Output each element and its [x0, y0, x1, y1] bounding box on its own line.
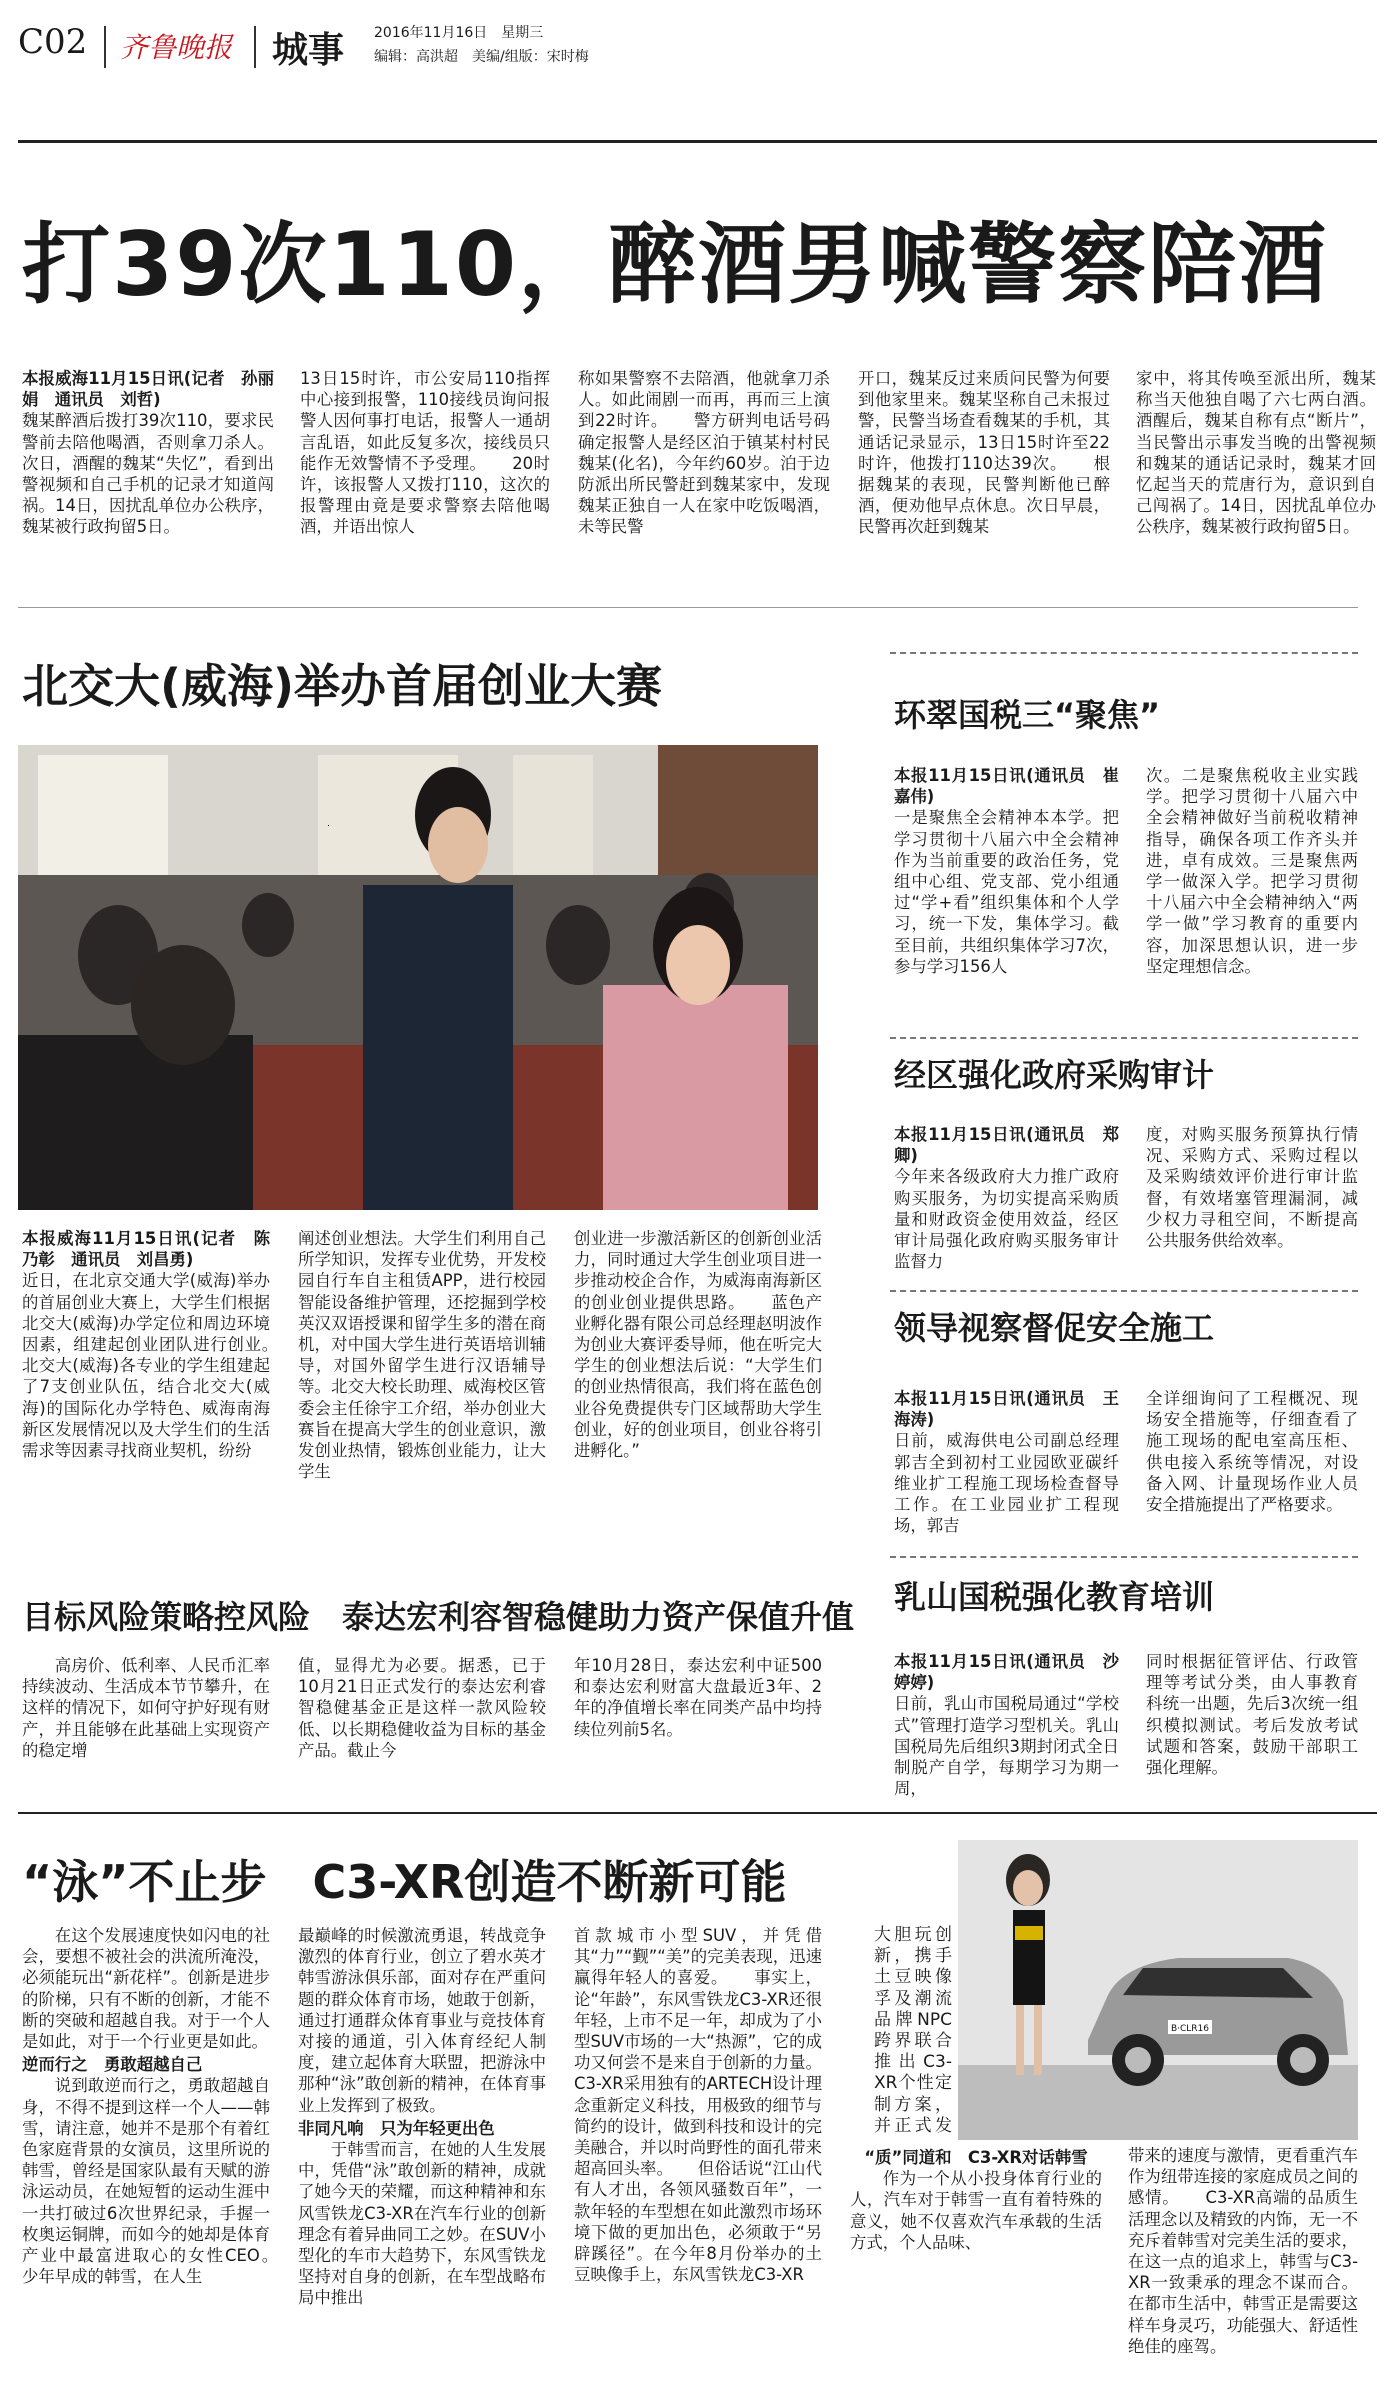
section-divider [18, 607, 1358, 608]
brief-column: 全详细询问了工程概况、现场安全措施等，仔细查看了施工现场的配电室高压柜、供电接入系统等情况，对设备入网、计量现场作业人员安全措施提出了严格要求。 [1146, 1389, 1358, 1515]
header-divider [104, 26, 106, 68]
story2-headline: 北交大(威海)举办首届创业大赛 [22, 659, 663, 713]
car-ad-graphic [958, 1840, 1358, 2140]
article-column [874, 1925, 952, 2135]
byline: 本报11月15日讯(通讯员 崔嘉伟) [894, 766, 1119, 807]
subheading: 逆而行之 勇敢超越自己 [22, 2055, 203, 2075]
byline: 本报威海11月15日讯(记者 陈乃彰 通讯员 刘昌勇) [22, 1229, 270, 1270]
issue-date: 2016年11月16日 星期三 [374, 25, 544, 41]
subheading: “质”同道和 C3-XR对话韩雪 [864, 2148, 1088, 2167]
section-title: 城事 [272, 30, 345, 71]
article-column [298, 1925, 546, 2375]
brief-column: 度，对购买服务预算执行情况、采购方式、采购过程以及采购绩效评价进行审计监督，有效堵塞管理漏洞，减少权力寻租空间，不断提高公共服务供给效率。 [1146, 1125, 1358, 1251]
paragraph: 日前，乳山市国税局通过“学校式”管理打造学习型机关。乳山国税局先后组织3期封闭式全日制脱产自学，每期学习为期一周， [894, 1694, 1119, 1799]
article-column [850, 2145, 1102, 2377]
article-column: 值，显得尤为必要。据悉，已于10月21日正式发行的泰达宏利睿智稳健基金正是这样一款风险较低、以长期稳健收益为目标的基金产品。截止今 [298, 1656, 546, 1760]
brief-headline: 乳山国税强化教育培训 [894, 1578, 1215, 1616]
story4-headline: “泳”不止步 C3-XR创造不断新可能 [22, 1855, 787, 1909]
article-column: 高房价、低利率、人民币汇率持续波动、生活成本节节攀升，在这样的情况下，如何守护好现有财产，并且能够在此基础上实现资产的稳定增 [22, 1656, 270, 1760]
section-divider [890, 652, 1358, 654]
article-column [22, 368, 274, 586]
article-column: 称如果警察不去陪酒，他就拿刀杀人。如此闹剧一而再，再而三上演到22时许。 警方研判电话号码确定报警人是经区泊于镇某村村民魏某(化名)，今年约60岁。泊于边防派出所民警赶到魏某家中，发现魏某正独自一人在家中吃饭喝酒，未等民警 [578, 369, 830, 537]
brief-column: 次。二是聚焦税收主业实践学。把学习贯彻十八届六中全会精神做好当前税收精神指导，确保各项工作齐头并进，卓有成效。三是聚焦两学一做深入学。把学习贯彻十八届六中全会精神纳入“两学一做”学习教育的重要内容，加深思想认识，进一步坚定理想信念。 [1146, 766, 1358, 976]
contest-photo-image [18, 745, 818, 1210]
car-ad-image [958, 1840, 1358, 2140]
byline: 本报11月15日讯(通讯员 沙婷婷) [894, 1652, 1119, 1693]
page-code: C02 [18, 22, 88, 62]
paragraph: 魏某醉酒后拨打39次110，要求民警前去陪他喝酒，否则拿刀杀人。次日，酒醒的魏某“失忆”，看到出警视频和自己手机的记录才知道闯祸。14日，因扰乱单位办公秩序，魏某被行政拘留5日。 [22, 411, 274, 537]
story3-headline: 目标风险策略控风险 泰达宏利容智稳健助力资产保值升值 [22, 1598, 855, 1636]
byline: 本报威海11月15日讯(记者 孙丽娟 通讯员 刘哲) [22, 369, 274, 410]
article-column: 创业进一步激活新区的创新创业活力，同时通过大学生创业项目进一步推动校企合作，为威海南海新区的创业创业提供思路。 蓝色产业孵化器有限公司总经理赵明波作为创业大赛评委导师，他在听完大学生的创业想法后说：“大学生们的创业热情很高，我们将在蓝色创业谷免费提供专门区域帮助大学生创业，好的创业项目，创业谷将引进孵化。” [574, 1229, 822, 1461]
article-column: 阐述创业想法。大学生们利用自己所学知识，发挥专业优势，开发校园自行车自主租赁APP，进行校园智能设备维护管理，还挖掘到学校英汉双语授课和留学生多的潜在商机，对中国大学生进行英语培训辅导，对国外留学生进行汉语辅导等。北交大校长助理、威海校区管委会主任徐宇工介绍，举办创业大赛旨在提高大学生的创业意识，激发创业热情，锻炼创业能力，让大学生 [298, 1229, 546, 1482]
section-divider [890, 1037, 1358, 1039]
paragraph: 一是聚焦全会精神本本学。把学习贯彻十八届六中全会精神作为当前重要的政治任务，党组中心组、党支部、党小组通过“学+看”组织集体和个人学习，统一下发，集体学习。截至目前，共组织集体学习7次，参与学习156人 [894, 808, 1119, 976]
article-column: 家中，将其传唤至派出所，魏某称当天他独自喝了六七两白酒。酒醒后，魏某自称有点“断片”，当民警出示事发当晚的出警视频和魏某的通话记录时，魏某才回忆起当天的荒唐行为，意识到自己闯祸了。14日，因扰乱单位办公秩序，魏某被行政拘留5日。 [1136, 369, 1376, 537]
subheading: 非同凡响 只为年轻更出色 [298, 2118, 495, 2138]
byline: 本报11月15日讯(通讯员 郑卿) [894, 1125, 1119, 1166]
brief-column: 同时根据征管评估、行政管理等考试分类，由人事教育科统一出题，先后3次统一组织模拟测试。考后发放考试试题和答案，鼓励干部职工强化理解。 [1146, 1652, 1358, 1778]
paragraph: 最巅峰的时候激流勇退，转战竞争激烈的体育行业，创立了碧水英才韩雪游泳俱乐部，面对存在严重问题的群众体育市场，她敢于创新，通过打通群众体育事业与竞技体育对接的通道，引入体育经纪人制度，建立起体育大联盟，把游泳中那种“泳”敢创新的精神，在体育事业上发挥到了极致。 [298, 1926, 546, 2115]
byline: 本报11月15日讯(通讯员 王海涛) [894, 1389, 1119, 1430]
paragraph: 大胆玩创新，携手土豆映像孚及潮流品牌NPC跨界联合推出C3-XR个性定制方案，并正式发 [874, 1925, 952, 2135]
contest-photo [18, 745, 818, 1210]
paper-logo: 齐鲁晚报 [120, 31, 233, 64]
header-rule [18, 140, 1377, 143]
paragraph: 作为一个从小投身体育行业的人，汽车对于韩雪一直有着特殊的意义，她不仅喜欢汽车承载的生活方式，个人品味、 [850, 2169, 1102, 2252]
article-column: 年10月28日，泰达宏利中证500和泰达宏利财富大盘最近3年、2年的净值增长率在同类产品中均持续位列前5名。 [574, 1656, 822, 1739]
paragraph: 说到敢逆而行之，勇敢超越自身，不得不提到这样一个人——韩雪，请注意，她并不是那个有着红色家庭背景的女演员，这里所说的韩雪，曾经是国家队最有天赋的游泳运动员，在她短暂的运动生涯中一共打破过6次世界纪录，手握一枚奥运铜牌，而如今的她却是体育产业中最富进取心的女性CEO。 少年早成的韩雪，在人生 [22, 2076, 270, 2287]
article-column: 首款城市小型SUV，并凭借其“力”“觐”“美”的完美表现，迅速赢得年轻人的喜爱。 事实上，论“年龄”，东风雪铁龙C3-XR还很年轻，上市不足一年，却成为了小型SUV市场的一大“热源”，它的成功又何尝不是来自于创新的力量。C3-XR采用独有的ARTECH设计理念重新定义科技，用极致的细节与简约的设计，做到科技和设计的完美融合，并以时尚野性的面孔带来超高回头率。 但俗话说“江山代有人才出，各领风骚数百年”，一款年轻的车型想在如此激烈市场环境下做的更加出色，必须敢于“另辟蹊径”。在今年8月份举办的土豆映像手上，东风雪铁龙C3-XR [574, 1926, 822, 2285]
brief-column [894, 765, 1119, 1035]
header-divider [254, 26, 256, 68]
brief-headline: 领导视察督促安全施工 [894, 1309, 1215, 1347]
section-divider [18, 1812, 1377, 1814]
article-column [22, 1228, 270, 1548]
main-headline: 打39次110，醉酒男喊警察陪酒 [22, 213, 1329, 316]
article-column: 开口，魏某反过来质问民警为何要到他家里来。魏某坚称自己未报过警，民警当场查看魏某的手机，其通话记录显示，13日15时许至22时许，他拨打110达39次。 根据魏某的表现，民警判断他已醉酒，便劝他早点休息。次日早晨，民警再次赶到魏某 [858, 369, 1110, 537]
brief-column [894, 1124, 1119, 1294]
section-divider [890, 1290, 1358, 1292]
brief-headline: 经区强化政府采购审计 [894, 1056, 1215, 1094]
paragraph: 日前，威海供电公司副总经理郭吉全到初村工业园欧亚碳纤维业扩工程施工现场检查督导工作。在工业园业扩工程现场，郭吉 [894, 1431, 1119, 1536]
paragraph: 近日，在北京交通大学(威海)举办的首届创业大赛上，大学生们根据北交大(威海)办学定位和周边环境因素，组建起创业团队进行创业。 北交大(威海)各专业的学生组建起了7支创业队伍，结合北交大(威海)的国际化办学特色、威海南海新区发展情况以及大学生们的生活需求等因素寻找商业契机，纷纷 [22, 1271, 270, 1461]
paragraph: 今年来各级政府大力推广政府购买服务，为切实提高采购质量和财政资金使用效益，经区审计局强化政府购买服务审计监督力 [894, 1167, 1119, 1272]
article-column: 13日15时许，市公安局110指挥中心接到报警，110接线员询问报警人因何事打电话，报警人一通胡言乱语，如此反复多次，接线员只能作无效警情不予受理。 20时许，该报警人又拨打110，这次的报警理由竟是要求警察去陪他喝酒，并语出惊人 [300, 369, 550, 537]
paragraph: 在这个发展速度快如闪电的社会，要想不被社会的洪流所淹没，必须能玩出“新花样”。创新是进步的阶梯，只有不断的创新，才能不断的突破和超越自我。对于一个人是如此，对于一个行业更是如此。 [22, 1926, 270, 2052]
paragraph: 于韩雪而言，在她的人生发展中，凭借“泳”敢创新的精神，成就了她今天的荣耀，而这种精神和东风雪铁龙C3-XR在汽车行业的创新理念有着异曲同工之妙。在SUV小型化的车市大趋势下，东风雪铁龙坚持对自身的创新，在车型战略布局中推出 [298, 2140, 546, 2308]
editor-credits: 编辑：高洪超 美编/组版：宋时梅 [374, 49, 589, 65]
brief-column [894, 1388, 1119, 1558]
brief-headline: 环翠国税三“聚焦” [894, 696, 1161, 734]
license-plate: B·CLR16 [1170, 2024, 1210, 2034]
article-column [22, 1925, 270, 2375]
article-column: 带来的速度与激情，更看重汽车作为纽带连接的家庭成员之间的感情。 C3-XR高端的品质生活理念以及精致的内饰，无一不充斥着韩雪对完美生活的要求，在这一点的追求上，韩雪与C3-XR一致秉承的理念不谋而合。在都市生活中，韩雪正是需要这样车身灵巧，功能强大、舒适性绝佳的座驾。 [1128, 2146, 1358, 2356]
section-divider [890, 1556, 1358, 1558]
brief-column [894, 1651, 1119, 1811]
